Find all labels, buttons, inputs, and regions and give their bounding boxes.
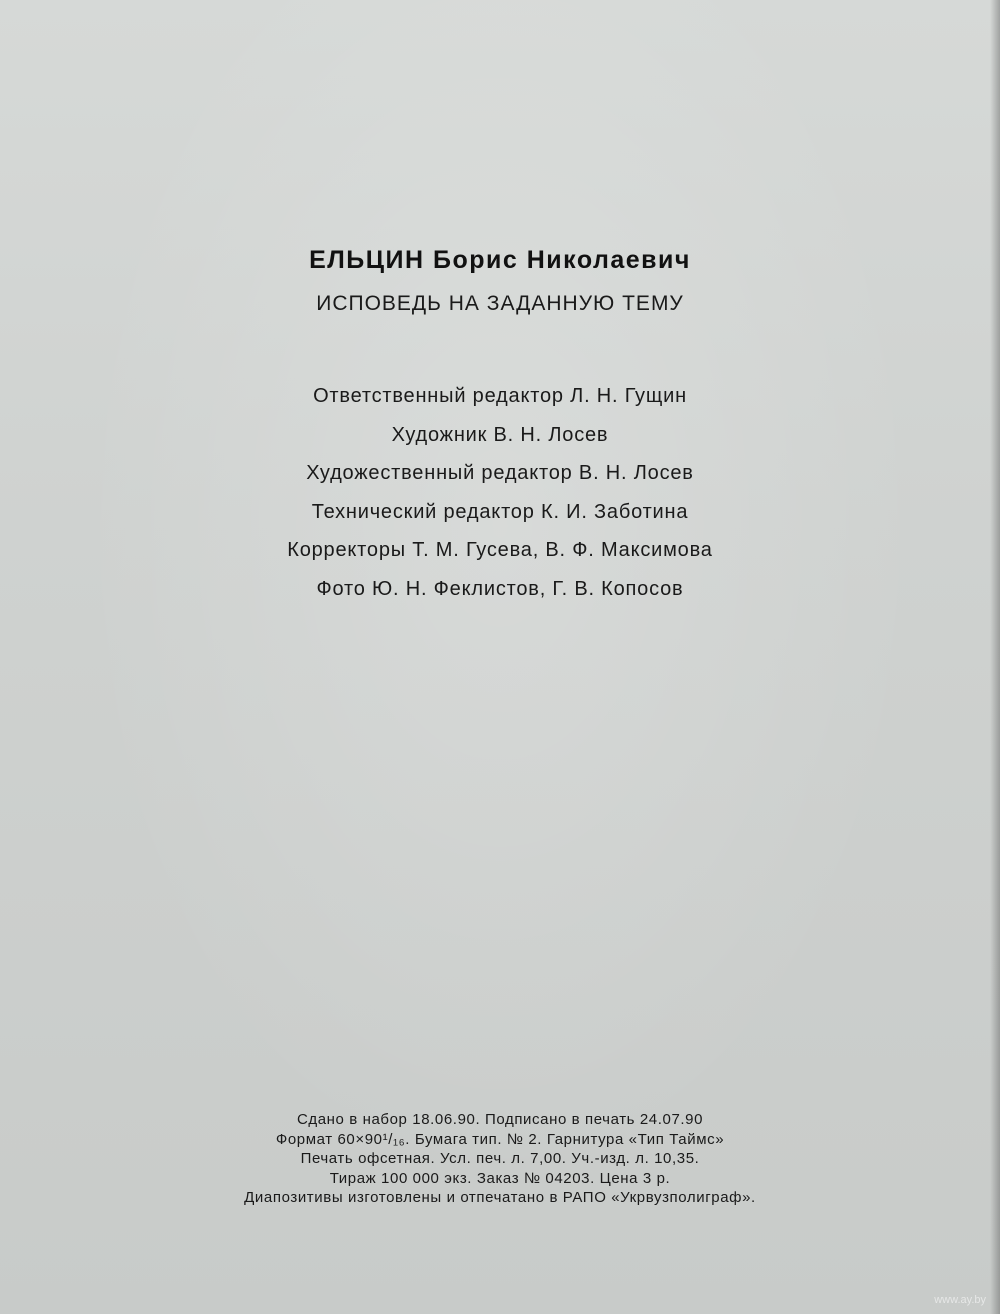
credit-art-editor: Художественный редактор В. Н. Лосев [306, 462, 694, 485]
credit-artist: Художник В. Н. Лосев [391, 423, 609, 446]
author-name: ЕЛЬЦИН Борис Николаевич [309, 246, 691, 274]
title-block [0, 245, 1000, 317]
imprint-print-sheets: Печать офсетная. Усл. печ. л. 7,00. Уч.-изд. л. 10,35. [300, 1150, 700, 1167]
watermark: www.ay.by [934, 1294, 986, 1306]
imprint-dates: Сдано в набор 18.06.90. Подписано в печать 24.07.90 [296, 1111, 704, 1128]
imprint-block [0, 1110, 1000, 1208]
book-title: ИСПОВЕДЬ НА ЗАДАННУЮ ТЕМУ [316, 292, 684, 315]
credits-list [0, 382, 1000, 614]
imprint-printer: Диапозитивы изготовлены и отпечатано в РАПО «Укрвузполиграф». [244, 1189, 756, 1206]
credit-proofreaders: Корректоры Т. М. Гусева, В. Ф. Максимова [287, 539, 713, 562]
imprint-format: Формат 60×90¹/₁₆. Бумага тип. № 2. Гарнитура «Тип Таймс» [275, 1130, 725, 1148]
credit-technical-editor: Технический редактор К. И. Заботина [311, 500, 689, 523]
credit-executive-editor: Ответственный редактор Л. Н. Гущин [313, 385, 687, 407]
imprint-circulation: Тираж 100 000 экз. Заказ № 04203. Цена 3 р. [329, 1169, 671, 1187]
credit-photo: Фото Ю. Н. Феклистов, Г. В. Копосов [316, 577, 684, 600]
